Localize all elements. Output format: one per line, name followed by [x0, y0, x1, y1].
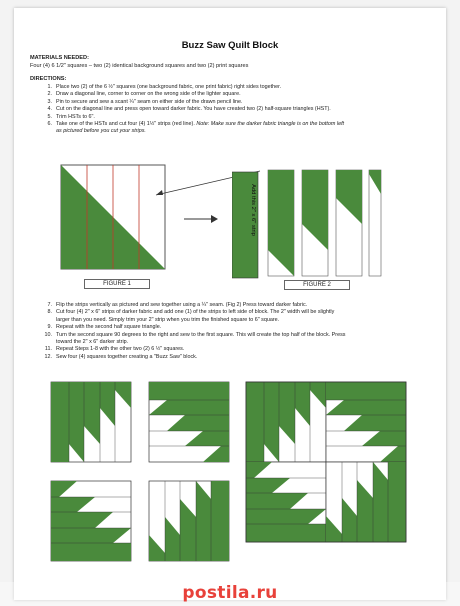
- step-item: 7. Flip the strips vertically as pictured and sew together using a ¼" seam. (Fig 2) Press toward darker fabric.: [47, 302, 308, 308]
- watermark-text: postila.ru: [182, 583, 278, 603]
- step-item: 1. Place two (2) of the 6 ½" squares (one background fabric, one print fabric) right sides together.: [47, 84, 282, 90]
- step-item: 2. Draw a diagonal line, corner to corner on the wrong side of the lighter square.: [47, 91, 241, 98]
- step-item: 6. Take one of the HSTs and cut four (4) 1½" strips (red line). Note: Make sure the darker fabric triangle is on the bottom left: [47, 121, 345, 128]
- document-page: [14, 8, 446, 600]
- block-square-bottom-right: [148, 480, 230, 562]
- materials-heading: MATERIALS NEEDED:: [30, 55, 89, 61]
- strip-label: Add this 2" x 6" strip: [250, 184, 256, 236]
- steps-list-part1: [40, 84, 426, 136]
- page-title: Buzz Saw Quilt Block: [181, 40, 279, 51]
- step-item: 3. Pin to secure and sew a scant ¼" seam on either side of the drawn pencil line.: [47, 98, 243, 105]
- block-square-bottom-left: [50, 480, 132, 562]
- directions-heading: DIRECTIONS:: [30, 76, 67, 82]
- step-item: 11. Repeat Steps 1-8 with the other two (2) 6 ½" squares.: [44, 346, 185, 353]
- block-square-top-right: [148, 381, 230, 463]
- figure2-caption: FIGURE 2: [284, 280, 350, 290]
- steps-list-part2: [40, 302, 426, 361]
- figure1-caption: FIGURE 1: [84, 279, 150, 289]
- step-item: 4. Cut on the diagonal line and press open toward darker fabric. You have created two (2) half-square triangles (HST).: [47, 106, 331, 113]
- step-item: 5. Trim HSTs to 6".: [47, 113, 95, 120]
- step-item: 12. Sew four (4) squares together creating a "Buzz Saw" block.: [44, 353, 198, 360]
- step-item: 9. Repeat with the second half square triangle.: [47, 324, 162, 331]
- figure1-hst-diagram: [60, 164, 166, 270]
- step-item-continuation: as pictured before you cut your strips.: [56, 128, 146, 135]
- step-item: 8. Cut four (4) 2" x 6" strips of darker fabric and add one (1) of the strips to left side of block. The 2" width will be slightly larger than you need. Simply trim your 2" strip when you trim the finished square to 6" square.: [47, 309, 335, 323]
- right-arrow-icon: [184, 214, 218, 224]
- materials-text: Four (4) 6 1/2" squares – two (2) identical background squares and two (2) print squares: [30, 63, 249, 69]
- buzz-saw-block-diagram: [245, 381, 407, 543]
- block-square-top-left: [50, 381, 132, 463]
- step-item: 10. Turn the second square 90 degrees to the right and sew to the first square. This will create the top half of the block. Press toward the 2" x 6" darker strip.: [44, 331, 346, 346]
